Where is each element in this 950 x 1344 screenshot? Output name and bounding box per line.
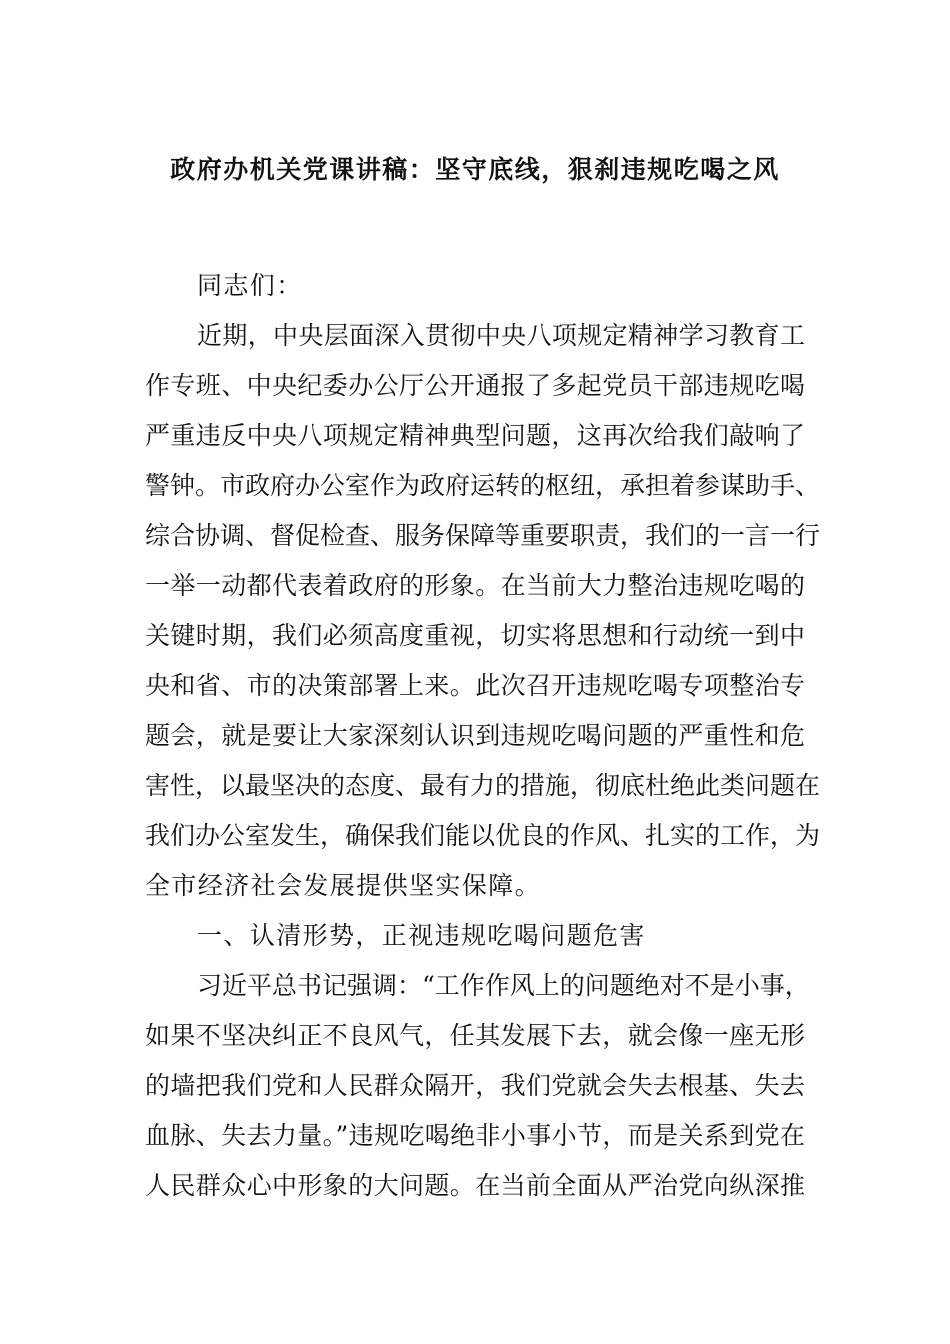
paragraph-line: 的墙把我们党和人民群众隔开，我们党就会失去根基、失去 <box>145 1071 805 1100</box>
paragraph-line: 全市经济社会发展提供坚实保障。 <box>145 871 542 900</box>
paragraph-line: 警钟。市政府办公室作为政府运转的枢纽，承担着参谋助手、 <box>145 471 821 500</box>
paragraph-section-1 <box>145 961 810 1211</box>
paragraph-line: 人民群众心中形象的大问题。在当前全面从严治党向纵深推 <box>145 1171 805 1200</box>
paragraph-line: 作专班、中央纪委办公厅公开通报了多起党员干部违规吃喝 <box>145 371 805 400</box>
paragraph-intro <box>145 311 821 911</box>
paragraph-line: 严重违反中央八项规定精神典型问题，这再次给我们敲响了 <box>145 421 805 450</box>
paragraph-line: 一举一动都代表着政府的形象。在当前大力整治违规吃喝的 <box>145 571 805 600</box>
paragraph-line: 害性，以最坚决的态度、最有力的措施，彻底杜绝此类问题在 <box>145 771 821 800</box>
paragraph-line: 综合协调、督促检查、服务保障等重要职责，我们的一言一行 <box>145 521 821 550</box>
paragraph-line: 近期，中央层面深入贯彻中央八项规定精神学习教育工 <box>197 321 805 350</box>
salutation: 同志们： <box>197 271 303 300</box>
paragraph-line: 如果不坚决纠正不良风气，任其发展下去，就会像一座无形 <box>145 1021 805 1050</box>
document-body <box>145 261 821 1211</box>
paragraph-line: 关键时期，我们必须高度重视，切实将思想和行动统一到中 <box>145 621 805 650</box>
paragraph-line: 血脉、失去力量。”违规吃喝绝非小事小节，而是关系到党在 <box>145 1121 805 1150</box>
paragraph-line: 题会，就是要让大家深刻认识到违规吃喝问题的严重性和危 <box>145 721 805 750</box>
paragraph-line: 央和省、市的决策部署上来。此次召开违规吃喝专项整治专 <box>145 671 805 700</box>
paragraph-line: 习近平总书记强调：“工作作风上的问题绝对不是小事， <box>197 971 810 1000</box>
section-heading: 一、认清形势，正视违规吃喝问题危害 <box>197 921 646 950</box>
document-title: 政府办机关党课讲稿：坚守底线，狠刹违规吃喝之风 <box>170 155 780 184</box>
paragraph-line: 我们办公室发生，确保我们能以优良的作风、扎实的工作，为 <box>145 821 821 850</box>
